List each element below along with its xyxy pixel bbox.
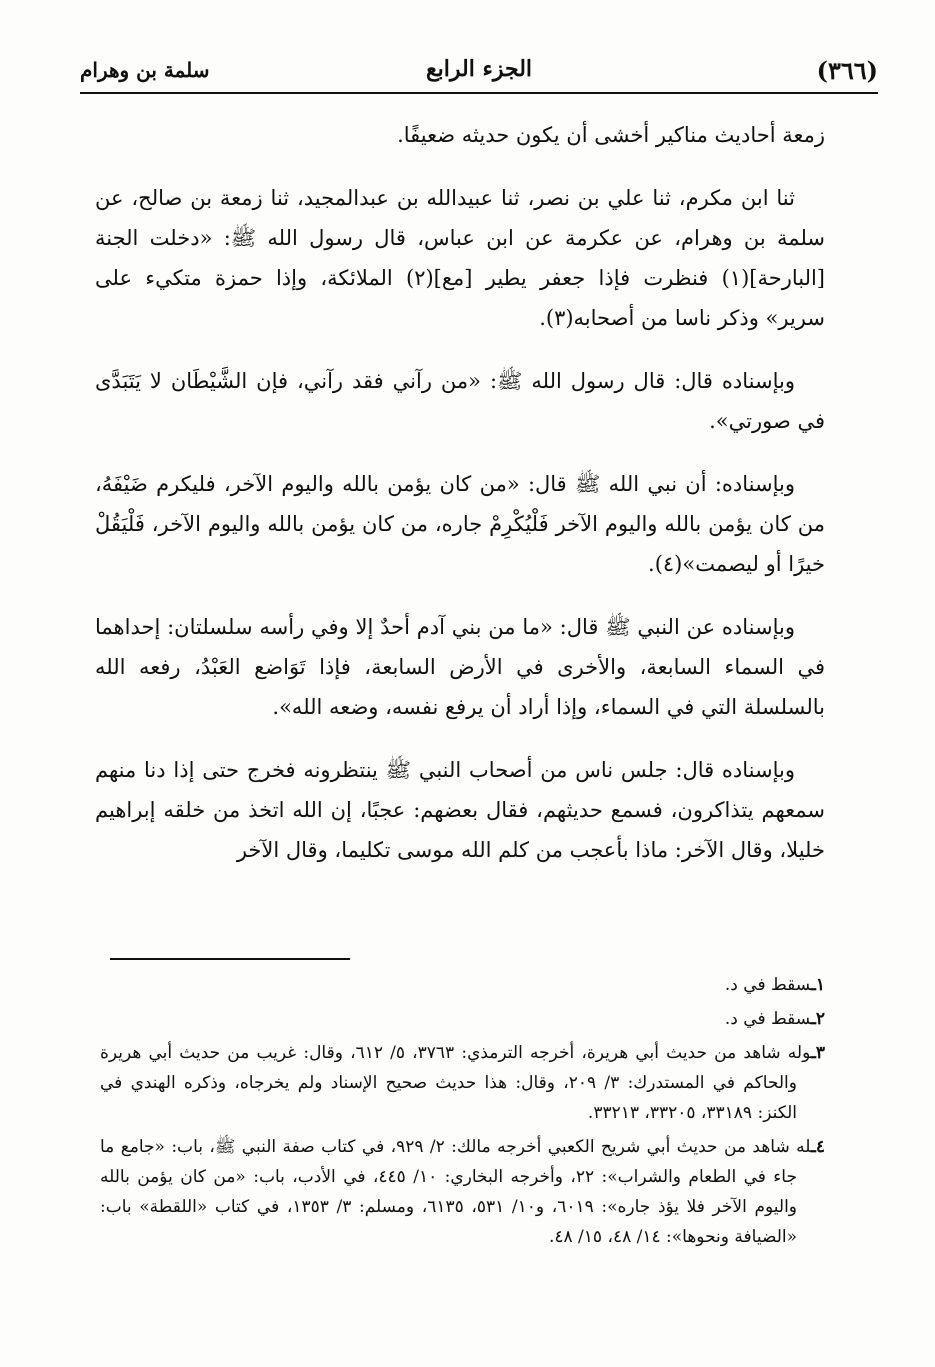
paragraph: وبإسناده: أن نبي الله ﷺ قال: «من كان يؤمن بالله واليوم الآخر، فليكرم ضَيْفَهُ، من كان يؤمن بالله واليوم الآخر فَلْيُكْرِمْ جاره، من كان يؤمن بالله واليوم الآخر، فَلْيَقُلْ خيرًا أو ليصمت»(٤). <box>95 472 825 576</box>
footnote-label: ٤ـ <box>810 1137 825 1157</box>
footnotes <box>100 970 825 1256</box>
paragraph: زمعة أحاديث مناكير أخشى أن يكون حديثه ضعيفًا. <box>397 123 825 147</box>
footnote <box>100 970 825 1000</box>
header-divider <box>80 92 878 94</box>
footnote-text: وله شاهد من حديث أبي هريرة، أخرجه الترمذي: ٣٧٦٣، ٥/ ٦١٢، وقال: غريب من حديث أبي هريرة والحاكم في المستدرك: ٣/ ٢٠٩، وقال: هذا حديث صحيح الإسناد ولم يخرجاه، وذكره الهندي في الكنز: ٣٣١٨٩، ٣٣٢٠٥، ٣٣٢١٣. <box>100 1043 811 1123</box>
paragraph: وبإسناده عن النبي ﷺ قال: «ما من بني آدم أحدٌ إلا وفي رأسه سلسلتان: إحداهما في السماء السابعة، والأخرى في الأرض السابعة، فإذا تَوَاضع العَبْدُ، رفعه الله بالسلسلة التي في السماء، وإذا أراد أن يرفع نفسه، وضعه الله». <box>95 615 825 719</box>
footnote-divider <box>110 958 350 960</box>
footnote-text: له شاهد من حديث أبي شريح الكعبي أخرجه مالك: ٢/ ٩٢٩، في كتاب صفة النبي ﷺ، باب: «جامع ما جاء في الطعام والشراب»: ٢٢، وأخرجه البخاري: ١٠/ ٤٤٥، في الأدب، باب: «من كان يؤمن بالله واليوم الآخر فلا يؤذ جاره»: ٦٠١٩، و١٠/ ٥٣١، ٦١٣٥، ومسلم: ٣/ ١٣٥٣، في كتاب «اللقطة» باب: «الضيافة ونحوها»: ١٤/ ٤٨، ١٥/ ٤٨. <box>100 1137 811 1247</box>
footnote-text: سقط في د. <box>724 975 811 995</box>
paragraph: ثنا ابن مكرم، ثنا علي بن نصر، ثنا عبيدالله بن عبدالمجيد، ثنا زمعة بن صالح، عن سلمة بن وهرام، عن عكرمة عن ابن عباس، قال رسول الله ﷺ: «دخلت الجنة [البارحة](١) فنظرت فإذا جعفر يطير [مع](٢) الملائكة، وإذا حمزة متكيء على سرير» وذكر ناسا من أصحابه(٣). <box>95 186 825 330</box>
section-narrator-title: سلمة بن وهرام <box>80 58 210 82</box>
page-number: (٣٦٦) <box>816 56 878 85</box>
main-text <box>95 115 825 893</box>
footnote <box>100 1132 825 1252</box>
footnote-label: ٣ـ <box>810 1043 825 1063</box>
footnote-label: ٢ـ <box>810 1009 825 1029</box>
footnote-text: سقط في د. <box>724 1009 811 1029</box>
footnote <box>100 1038 825 1128</box>
paragraph: وبإسناده قال: جلس ناس من أصحاب النبي ﷺ ينتظرونه فخرج حتى إذا دنا منهم سمعهم يتذاكرون، فسمع حديثهم، فقال بعضهم: عجبًا، إن الله اتخذ من خلقه إبراهيم خليلا، وقال الآخر: ماذا بأعجب من كلم الله موسى تكليما، وقال الآخر <box>95 758 825 862</box>
footnote <box>100 1004 825 1034</box>
page-header <box>80 52 878 92</box>
volume-title: الجزء الرابع <box>425 56 533 82</box>
footnote-label: ١ـ <box>810 975 825 995</box>
paragraph: وبإسناده قال: قال رسول الله ﷺ: «من رآني فقد رآني، فإن الشَّيْطَان لا يَتَبَدَّى في صورتي». <box>95 369 825 433</box>
